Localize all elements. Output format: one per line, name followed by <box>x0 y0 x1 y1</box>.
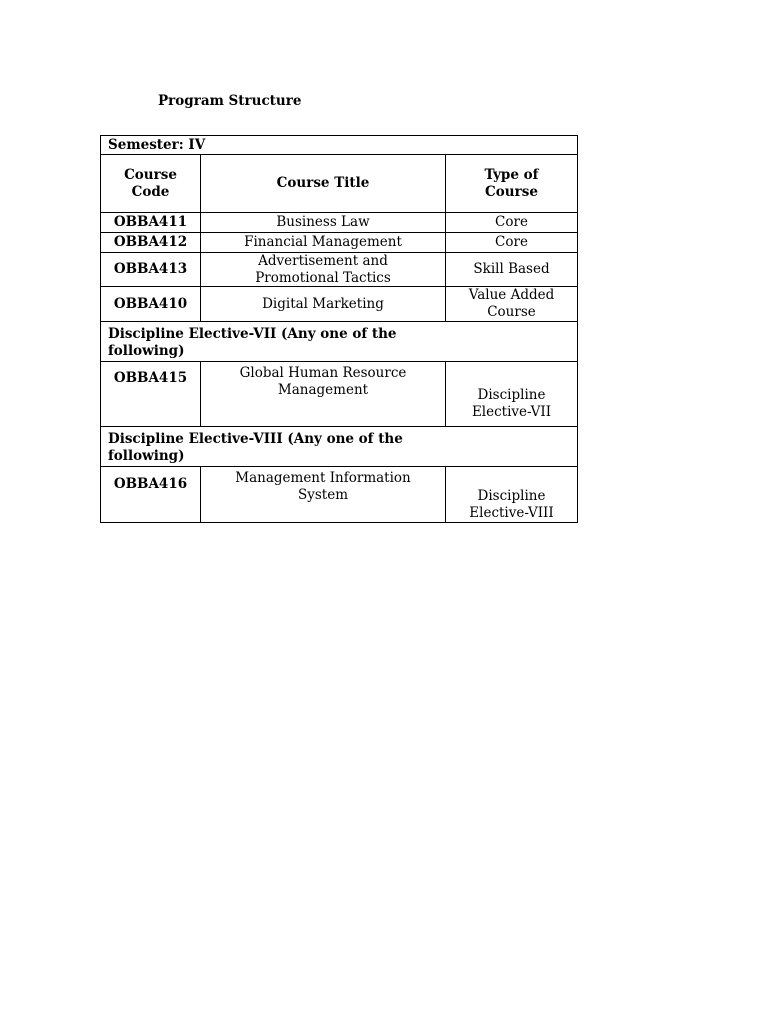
course-title: Digital Marketing <box>200 286 446 322</box>
table-row <box>100 466 578 523</box>
semester-label: Semester: IV <box>100 135 578 155</box>
course-code: OBBA416 <box>100 466 201 523</box>
course-code: OBBA411 <box>100 212 201 233</box>
header-course-code: Course Code <box>100 154 201 213</box>
course-type: Discipline Elective-VII <box>445 361 578 427</box>
course-title: Global Human Resource Management <box>200 361 446 427</box>
course-type: Value Added Course <box>445 286 578 322</box>
course-title: Financial Management <box>200 232 446 253</box>
course-title: Management Information System <box>200 466 446 523</box>
elective-heading: Discipline Elective-VII (Any one of the following) <box>100 321 578 362</box>
course-title: Business Law <box>200 212 446 233</box>
table-row <box>100 361 578 427</box>
course-code: OBBA413 <box>100 252 201 287</box>
elective-heading-row <box>100 426 578 467</box>
course-type: Skill Based <box>445 252 578 287</box>
page-title: Program Structure <box>158 93 302 109</box>
table-row <box>100 286 578 322</box>
table-row <box>100 252 578 287</box>
course-table <box>100 135 578 523</box>
table-row <box>100 212 578 233</box>
course-type: Core <box>445 232 578 253</box>
course-code: OBBA415 <box>100 361 201 427</box>
header-course-type: Type of Course <box>445 154 578 213</box>
course-type: Core <box>445 212 578 233</box>
table-row <box>100 232 578 253</box>
header-course-title: Course Title <box>200 154 446 213</box>
elective-heading: Discipline Elective-VIII (Any one of the following) <box>100 426 578 467</box>
course-code: OBBA410 <box>100 286 201 322</box>
elective-heading-row <box>100 321 578 362</box>
semester-row <box>100 135 578 155</box>
header-row <box>100 154 578 213</box>
course-title: Advertisement and Promotional Tactics <box>200 252 446 287</box>
course-type: Discipline Elective-VIII <box>445 466 578 523</box>
course-code: OBBA412 <box>100 232 201 253</box>
